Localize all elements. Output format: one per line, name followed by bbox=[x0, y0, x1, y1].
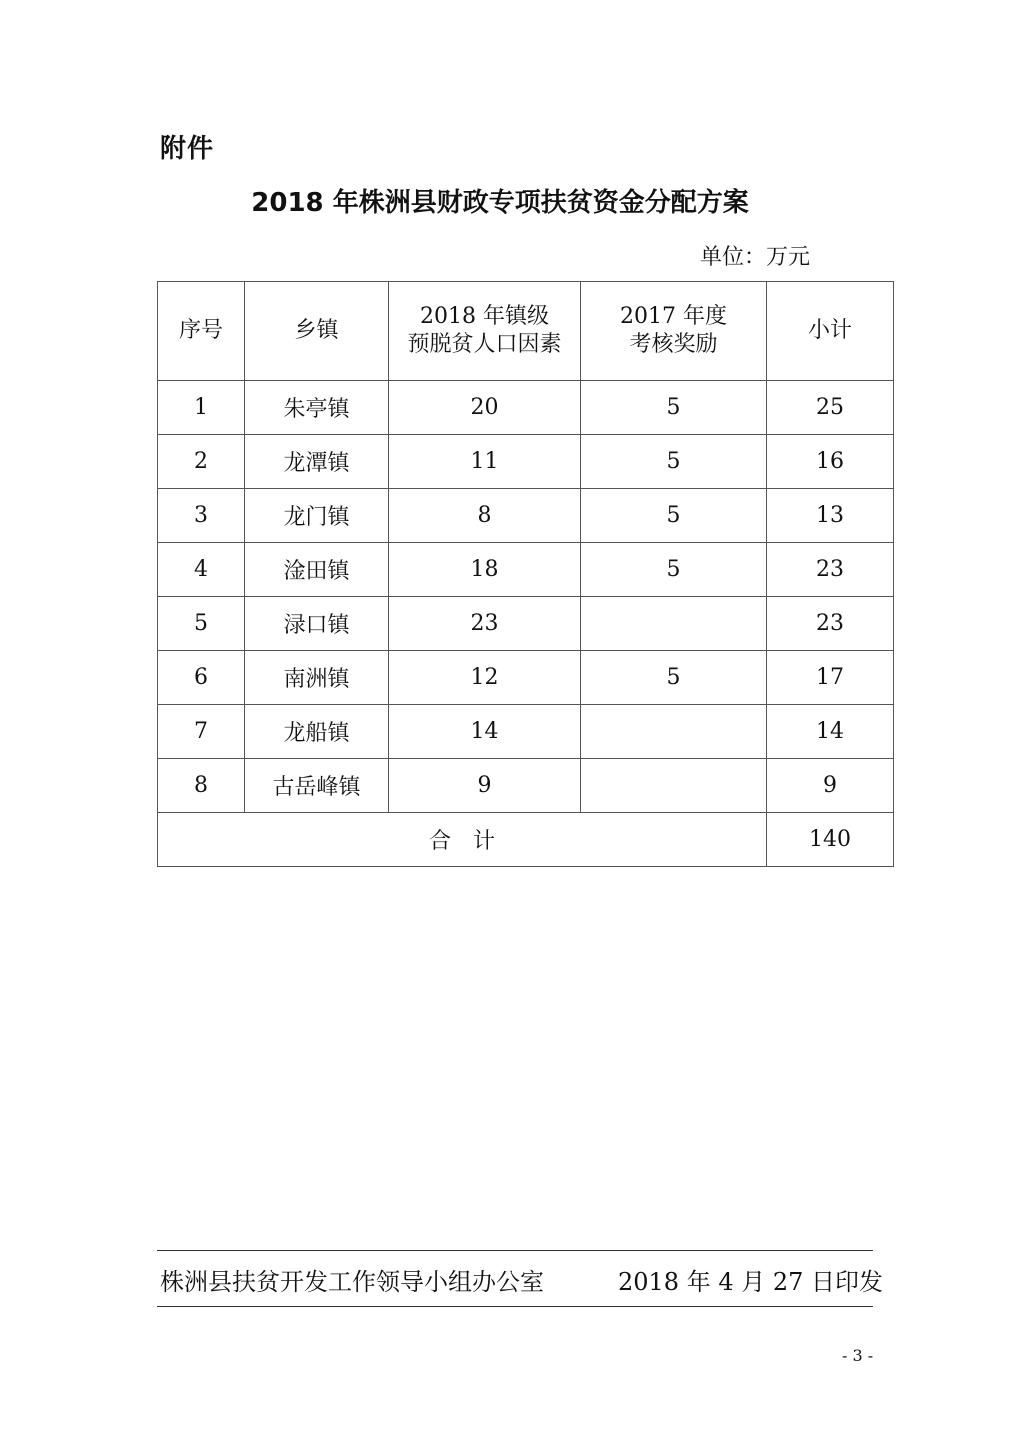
cell-subtotal: 17 bbox=[767, 651, 894, 705]
cell-town: 龙船镇 bbox=[245, 705, 389, 759]
cell-population: 23 bbox=[389, 597, 581, 651]
header-town: 乡镇 bbox=[245, 282, 389, 381]
allocation-table bbox=[157, 281, 894, 867]
table-row bbox=[158, 651, 894, 705]
cell-subtotal: 14 bbox=[767, 705, 894, 759]
footer-bottom-rule bbox=[157, 1306, 873, 1307]
cell-seq: 4 bbox=[158, 543, 245, 597]
header-subtotal: 小计 bbox=[767, 282, 894, 381]
cell-reward: 5 bbox=[581, 381, 767, 435]
cell-population: 11 bbox=[389, 435, 581, 489]
cell-population: 12 bbox=[389, 651, 581, 705]
total-value: 140 bbox=[767, 813, 894, 867]
cell-seq: 3 bbox=[158, 489, 245, 543]
cell-seq: 5 bbox=[158, 597, 245, 651]
cell-seq: 1 bbox=[158, 381, 245, 435]
cell-reward: 5 bbox=[581, 543, 767, 597]
cell-reward: 5 bbox=[581, 435, 767, 489]
cell-reward bbox=[581, 597, 767, 651]
table-row bbox=[158, 435, 894, 489]
cell-reward bbox=[581, 705, 767, 759]
cell-town: 朱亭镇 bbox=[245, 381, 389, 435]
unit-note: 单位：万元 bbox=[700, 245, 811, 270]
header-seq: 序号 bbox=[158, 282, 245, 381]
cell-town: 古岳峰镇 bbox=[245, 759, 389, 813]
cell-subtotal: 9 bbox=[767, 759, 894, 813]
cell-subtotal: 23 bbox=[767, 543, 894, 597]
cell-town: 龙门镇 bbox=[245, 489, 389, 543]
table-row bbox=[158, 597, 894, 651]
cell-population: 8 bbox=[389, 489, 581, 543]
cell-town: 淦田镇 bbox=[245, 543, 389, 597]
cell-reward: 5 bbox=[581, 489, 767, 543]
total-label: 合计 bbox=[158, 813, 767, 867]
total-row bbox=[158, 813, 894, 867]
cell-subtotal: 23 bbox=[767, 597, 894, 651]
table-row bbox=[158, 759, 894, 813]
header-reward bbox=[581, 282, 767, 381]
table-header-row bbox=[158, 282, 894, 381]
cell-seq: 2 bbox=[158, 435, 245, 489]
header-reward-line1: 2017 年度 bbox=[620, 304, 727, 329]
cell-seq: 8 bbox=[158, 759, 245, 813]
cell-seq: 6 bbox=[158, 651, 245, 705]
attachment-label: 附件 bbox=[160, 134, 215, 164]
header-population bbox=[389, 282, 581, 381]
header-population-line2: 预脱贫人口因素 bbox=[407, 332, 562, 357]
cell-subtotal: 25 bbox=[767, 381, 894, 435]
cell-population: 18 bbox=[389, 543, 581, 597]
cell-reward bbox=[581, 759, 767, 813]
header-reward-line2: 考核奖励 bbox=[629, 332, 718, 357]
cell-population: 20 bbox=[389, 381, 581, 435]
header-population-line1: 2018 年镇级 bbox=[420, 304, 549, 329]
table-row bbox=[158, 489, 894, 543]
cell-town: 龙潭镇 bbox=[245, 435, 389, 489]
cell-population: 9 bbox=[389, 759, 581, 813]
issue-date: 2018 年 4 月 27 日印发 bbox=[618, 1268, 884, 1296]
table-row bbox=[158, 543, 894, 597]
cell-town: 渌口镇 bbox=[245, 597, 389, 651]
footer-top-rule bbox=[157, 1250, 873, 1251]
document-title: 2018 年株洲县财政专项扶贫资金分配方案 bbox=[251, 188, 749, 218]
page-number: - 3 - bbox=[842, 1346, 874, 1365]
cell-subtotal: 13 bbox=[767, 489, 894, 543]
cell-subtotal: 16 bbox=[767, 435, 894, 489]
cell-seq: 7 bbox=[158, 705, 245, 759]
issuer-name: 株洲县扶贫开发工作领导小组办公室 bbox=[160, 1268, 544, 1296]
cell-town: 南洲镇 bbox=[245, 651, 389, 705]
table-row bbox=[158, 705, 894, 759]
cell-reward: 5 bbox=[581, 651, 767, 705]
table-row bbox=[158, 381, 894, 435]
cell-population: 14 bbox=[389, 705, 581, 759]
